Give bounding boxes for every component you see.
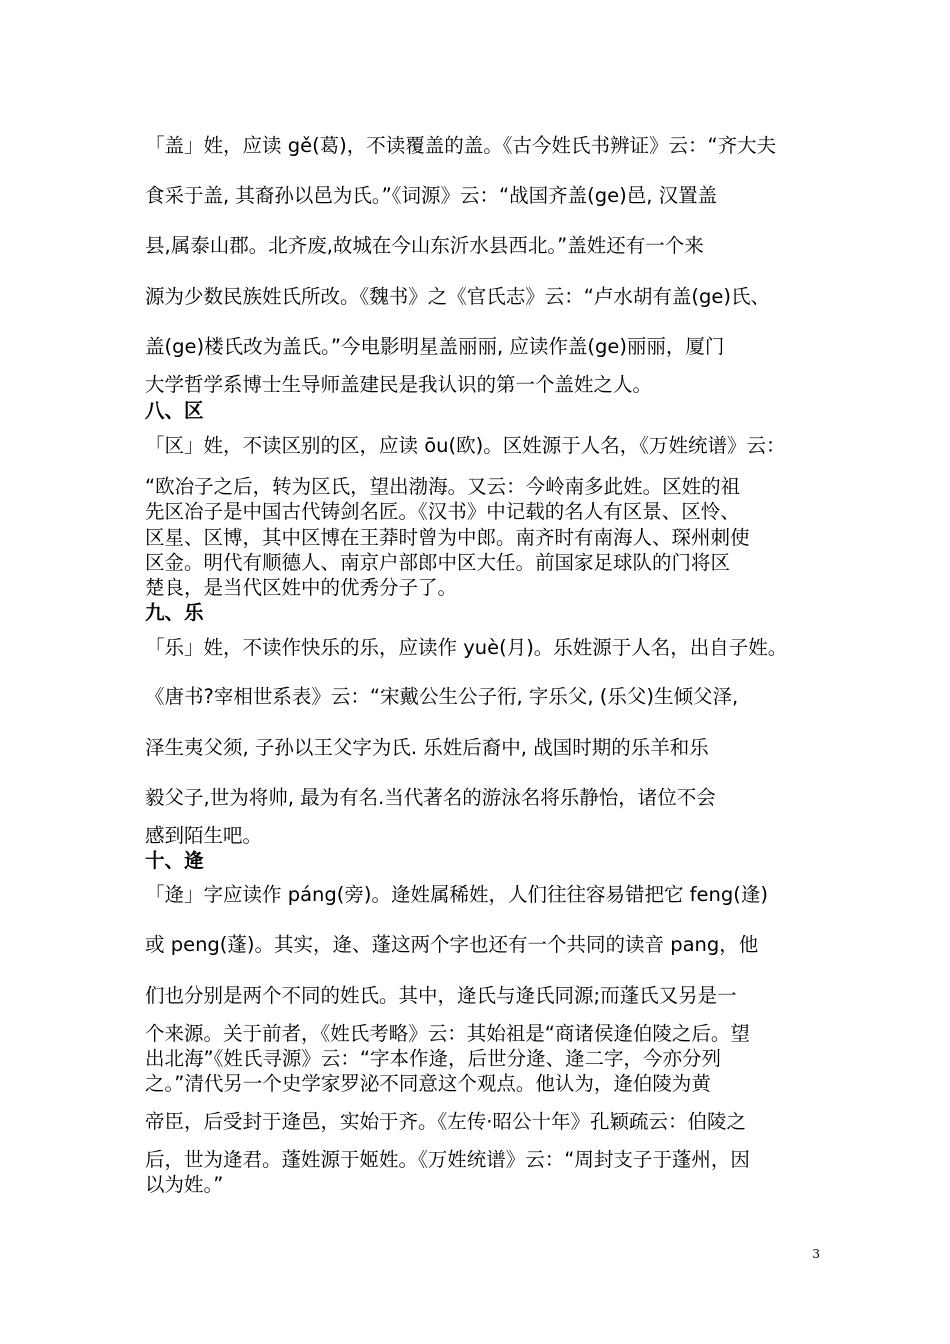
paragraph-line: 《唐书?宰相世系表》云：“宋戴公生公子衎, 字乐父, (乐父)生倾父泽,: [145, 685, 739, 708]
paragraph-line: 楚良，是当代区姓中的优秀分子了。: [145, 576, 458, 599]
paragraph-line: 帝臣，后受封于逄邑，实始于齐。《左传·昭公十年》孔颖疏云：伯陵之: [145, 1110, 746, 1133]
section-heading-9: 九、乐: [145, 601, 204, 624]
paragraph-line: 大学哲学系博士生导师盖建民是我认识的第一个盖姓之人。: [145, 373, 653, 396]
paragraph-line: 「区」姓，不读区别的区，应读 ōu(欧)。区姓源于人名，《万姓统谱》云：: [145, 434, 786, 457]
paragraph-line: 「逄」字应读作 páng(旁)。逄姓属稀姓，人们往往容易错把它 feng(逢): [145, 883, 768, 906]
paragraph-line: 个来源。关于前者，《姓氏考略》云：其始祖是“商诸侯逄伯陵之后。望: [145, 1022, 750, 1045]
paragraph-line: 「乐」姓，不读作快乐的乐，应读作 yuè(月)。乐姓源于人名，出自子姓。: [145, 636, 788, 659]
paragraph-line: 「盖」姓，应读 gě(葛)，不读覆盖的盖。《古今姓氏书辨证》云：“齐大夫: [145, 134, 777, 157]
paragraph-line: 后，世为逄君。蓬姓源于姬姓。《万姓统谱》云：“周封支子于蓬州，因: [145, 1148, 750, 1171]
page-number: 3: [812, 1247, 820, 1261]
paragraph-line: 源为少数民族姓氏所改。《魏书》之《官氏志》云：“卢水胡有盖(ge)氏、: [145, 285, 770, 308]
paragraph-line: 出北海”《姓氏寻源》云：“字本作逄，后世分逄、逄二字，今亦分列: [145, 1047, 721, 1070]
paragraph-line: 先区冶子是中国古代铸剑名匠。《汉书》中记载的名人有区景、区怜、: [145, 500, 740, 523]
paragraph-line: 之。”清代另一个史学家罗泌不同意这个观点。他认为，逄伯陵为黄: [145, 1072, 711, 1095]
paragraph-line: 食采于盖, 其裔孙以邑为氏。”《词源》云：“战国齐盖(ge)邑, 汉置盖: [145, 184, 718, 207]
paragraph-line: 区金。明代有顺德人、南京户部郎中区大任。前国家足球队的门将区: [145, 551, 731, 574]
paragraph-line: 或 peng(蓬)。其实，逄、蓬这两个字也还有一个共同的读音 pang，他: [145, 933, 759, 956]
section-heading-8: 八、区: [145, 399, 204, 422]
paragraph-line: 盖(ge)楼氏改为盖氏。”今电影明星盖丽丽, 应读作盖(ge)丽丽，厦门: [145, 335, 725, 358]
paragraph-line: 以为姓。”: [145, 1173, 224, 1196]
paragraph-line: 感到陌生吧。: [145, 824, 263, 847]
paragraph-line: 毅父子,世为将帅, 最为有名.当代著名的游泳名将乐静怡，诸位不会: [145, 786, 716, 809]
paragraph-line: “欧冶子之后，转为区氏，望出渤海。又云：今岭南多此姓。区姓的祖: [145, 475, 741, 498]
paragraph-line: 们也分别是两个不同的姓氏。其中，逄氏与逄氏同源;而蓬氏又另是一: [145, 984, 737, 1007]
paragraph-line: 区星、区博，其中区博在王莽时曾为中郎。南齐时有南海人、琛州刺使: [145, 526, 750, 549]
paragraph-line: 县,属泰山郡。北齐废,故城在今山东沂水县西北。”盖姓还有一个来: [145, 234, 704, 257]
paragraph-line: 泽生夷父须, 子孙以王父字为氏. 乐姓后裔中, 战国时期的乐羊和乐: [145, 736, 709, 759]
section-heading-10: 十、逄: [145, 849, 204, 872]
